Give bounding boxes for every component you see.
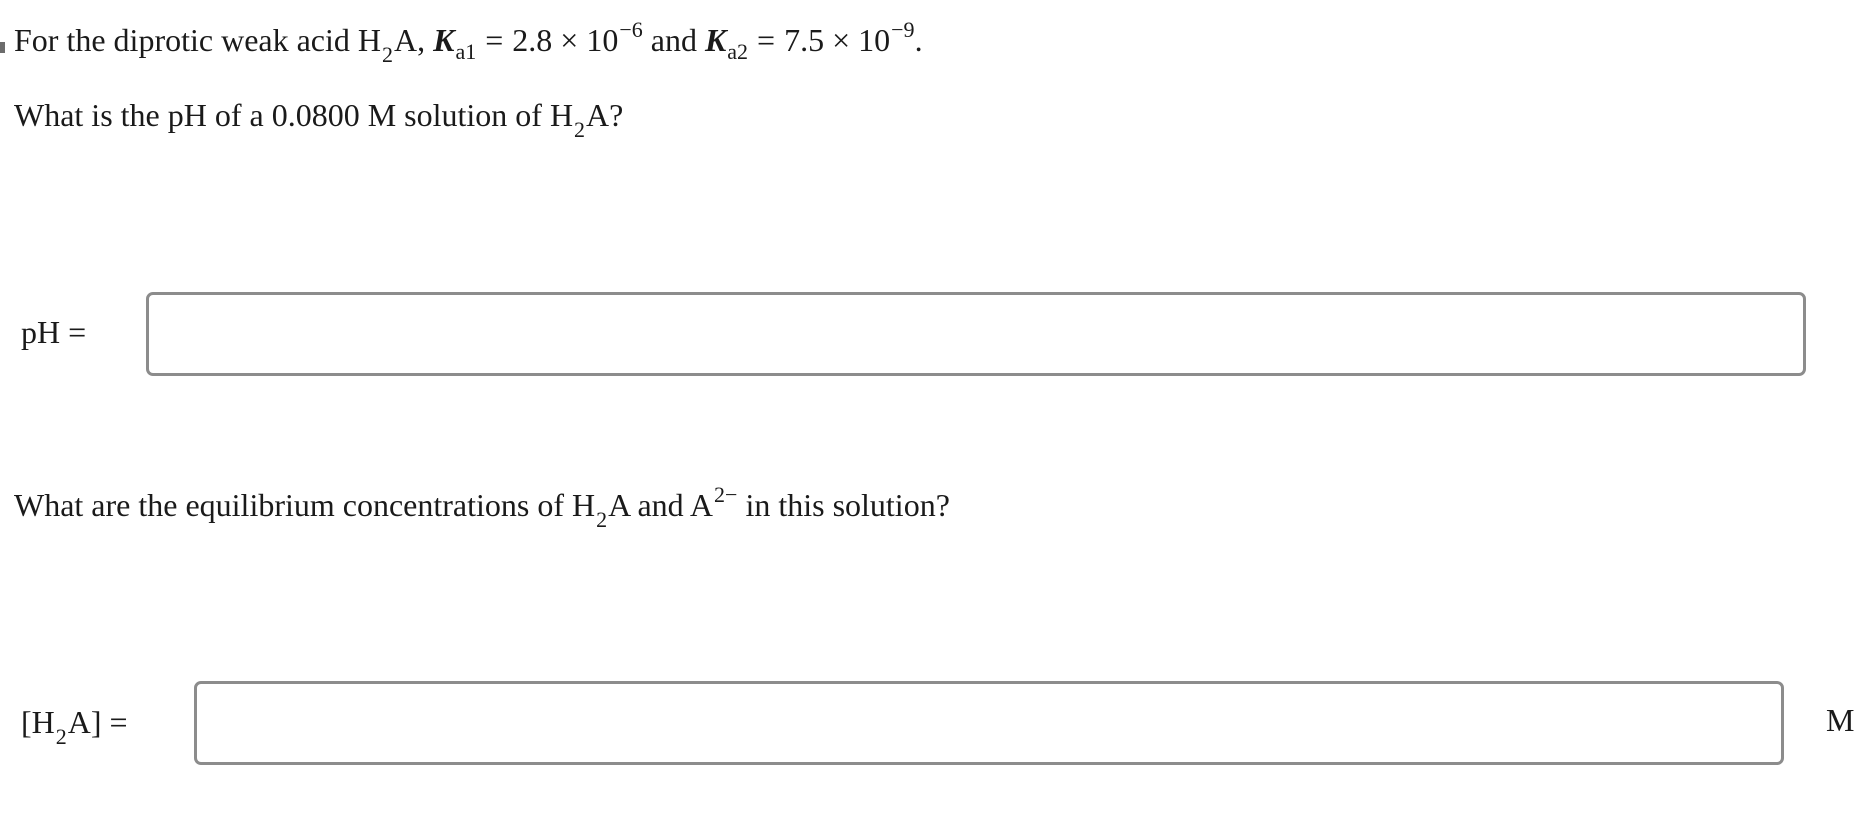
ph-input[interactable] xyxy=(146,292,1806,376)
molarity-unit-label: M xyxy=(1826,702,1855,738)
question-ph-prompt: What is the pH of a 0.0800 M solution of $H_2A$? xyxy=(14,97,624,142)
question-acid-constants: For the diprotic weak acid $H_2A$, $K_{a1} = 2.8 \times 10^{-6}$ and $K_{a2} = 7.5 \times 10^{-9}$. xyxy=(14,17,923,67)
h2a-concentration-input[interactable] xyxy=(194,681,1784,765)
question-concentrations-prompt: What are the equilibrium concentrations of $H_2A$ and $A^{2-}$ in this solution? xyxy=(14,482,950,532)
left-edge-marker xyxy=(0,42,5,53)
h2a-concentration-label: $[H_2A]$ = xyxy=(21,704,128,749)
ph-label: pH = xyxy=(21,314,87,350)
